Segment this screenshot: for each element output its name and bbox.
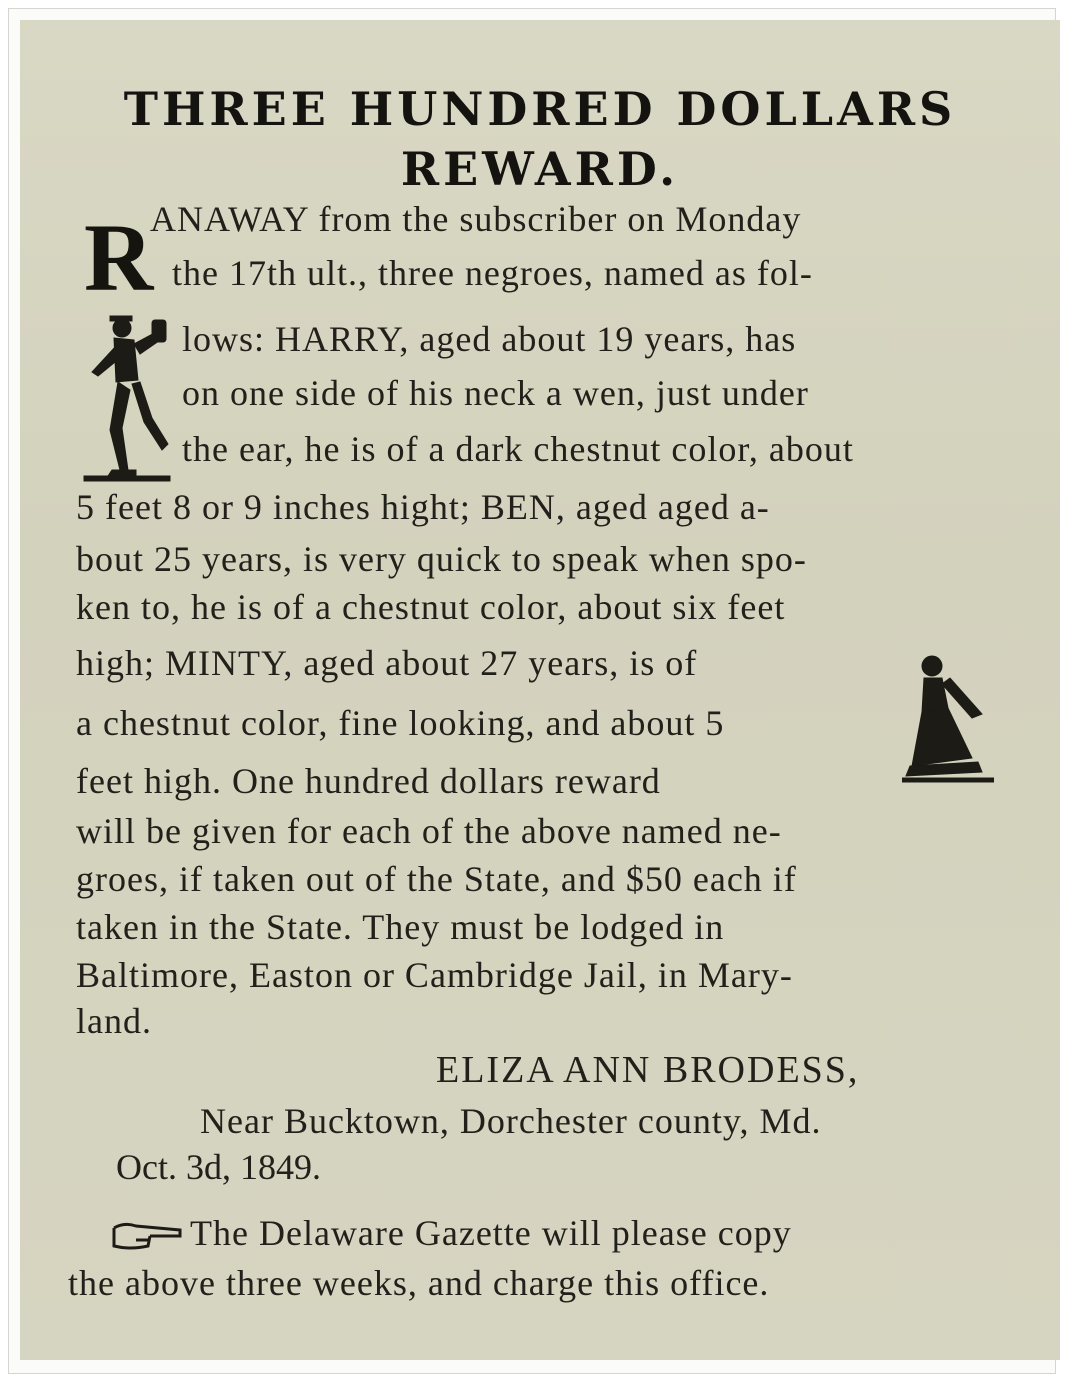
running-man-icon	[80, 310, 175, 490]
newspaper-clipping	[20, 20, 1060, 1360]
body-line-14: taken in the State. They must be lodged in	[76, 907, 725, 947]
body-line-10: a chestnut color, fine looking, and about 5	[76, 703, 725, 743]
drop-cap: R	[84, 204, 154, 311]
pointing-hand-icon	[110, 1218, 184, 1252]
body-line-7: bout 25 years, is very quick to speak when spo-	[76, 539, 807, 579]
body-line-11: feet high. One hundred dollars reward	[76, 761, 661, 801]
body-line-5: the ear, he is of a dark chestnut color, about	[182, 429, 854, 469]
body-line-12: will be given for each of the above named ne-	[76, 811, 782, 851]
headline-line-1: THREE HUNDRED DOLLARS	[123, 82, 957, 136]
body-line-2: the 17th ult., three negroes, named as fol-	[172, 253, 813, 293]
notice-line-1: The Delaware Gazette will please copy	[190, 1213, 792, 1253]
signature-date: Oct. 3d, 1849.	[116, 1147, 321, 1187]
body-line-8: ken to, he is of a chestnut color, about six feet	[76, 587, 786, 627]
signature-name: ELIZA ANN BRODESS,	[436, 1049, 860, 1091]
body-line-1: ANAWAY from the subscriber on Monday	[150, 199, 802, 239]
signature-location: Near Bucktown, Dorchester county, Md.	[200, 1101, 822, 1141]
notice-line-2: the above three weeks, and charge this office.	[68, 1263, 770, 1303]
headline-line-2: REWARD.	[400, 142, 680, 196]
body-line-3: lows: HARRY, aged about 19 years, has	[182, 319, 797, 359]
body-line-6: 5 feet 8 or 9 inches hight; BEN, aged aged a-	[76, 487, 770, 527]
body-line-15: Baltimore, Easton or Cambridge Jail, in Mary-	[76, 955, 793, 995]
running-woman-icon	[902, 648, 994, 788]
body-line-16: land.	[76, 1001, 152, 1041]
body-line-4: on one side of his neck a wen, just under	[182, 373, 809, 413]
body-line-9: high; MINTY, aged about 27 years, is of	[76, 643, 698, 683]
body-line-13: groes, if taken out of the State, and $50 each if	[76, 859, 797, 899]
